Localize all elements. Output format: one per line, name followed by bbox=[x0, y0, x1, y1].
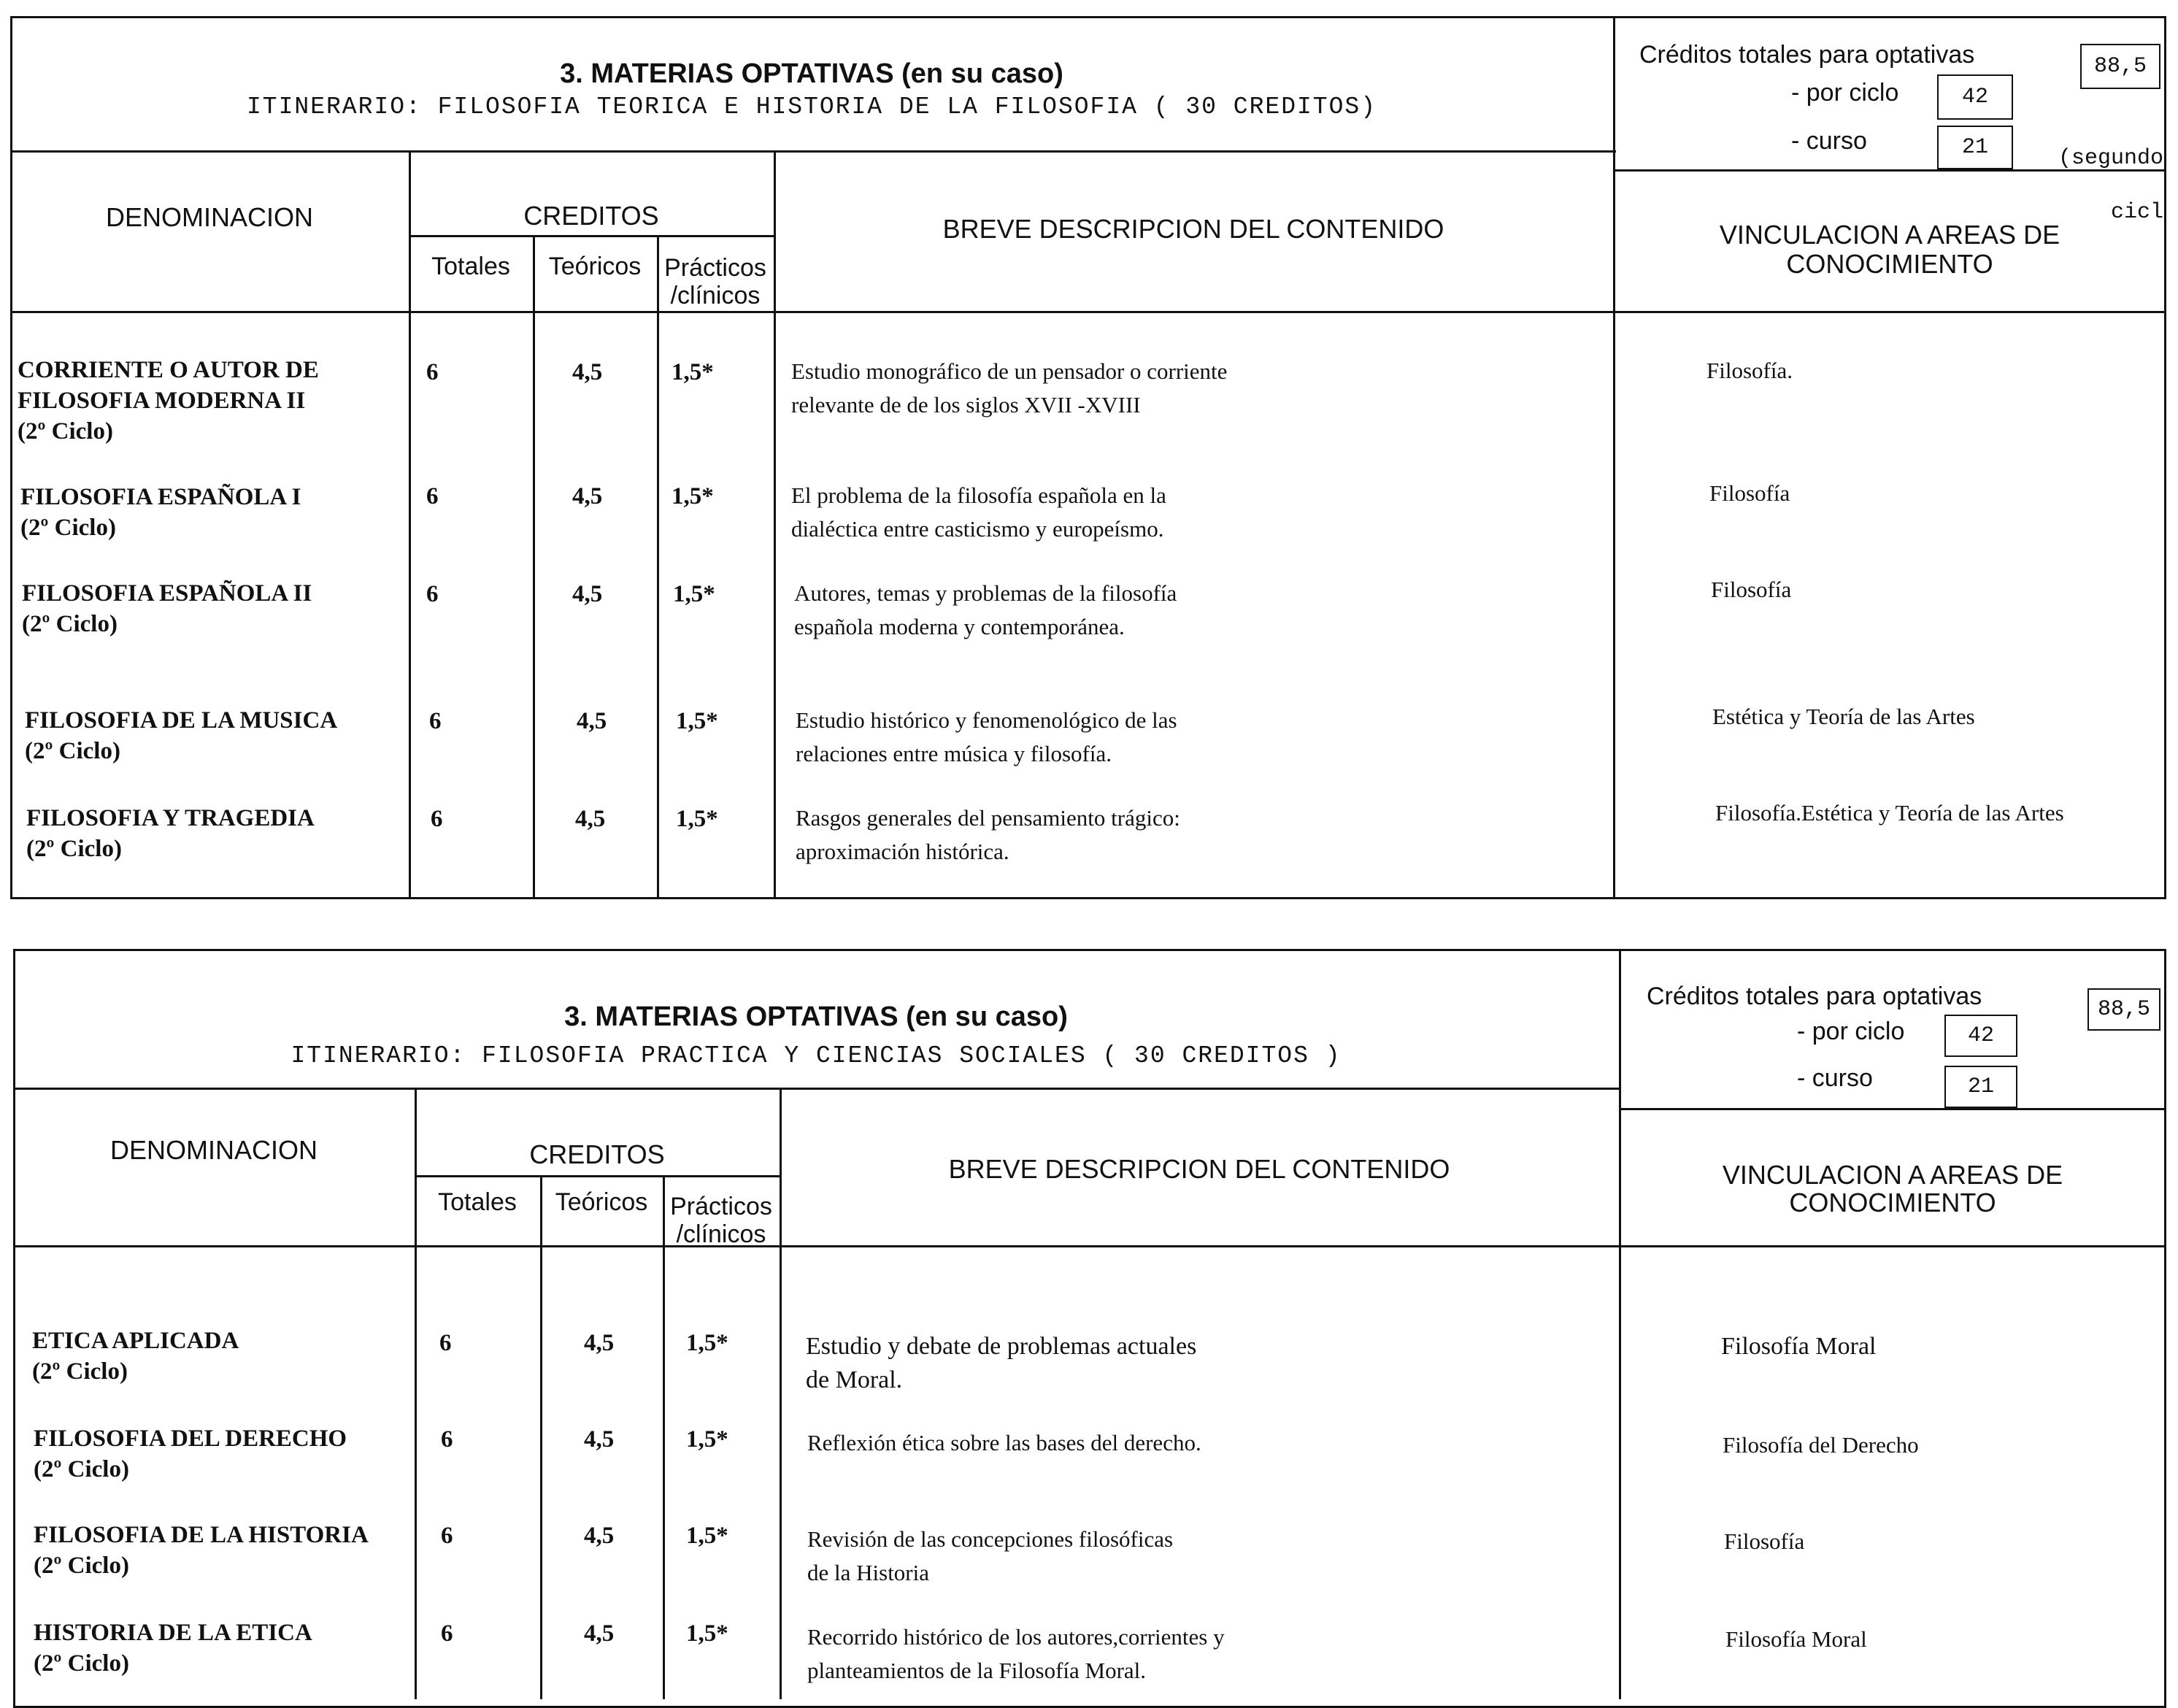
row-desc-line: de Moral. bbox=[806, 1366, 903, 1393]
row-desc-line: Revisión de las concepciones filosóficas bbox=[807, 1526, 1174, 1552]
row-name-line: FILOSOFIA DE LA MUSICA bbox=[25, 707, 338, 734]
row-practicos: 1,5* bbox=[676, 806, 718, 832]
row-name-line: FILOSOFIA DE LA HISTORIA bbox=[34, 1522, 369, 1548]
row-name-line: (2º Ciclo) bbox=[20, 515, 116, 541]
row-practicos: 1,5* bbox=[673, 581, 715, 607]
table-2-col-practicos-1: Prácticos bbox=[670, 1193, 772, 1220]
table-1-col-cred-vline bbox=[774, 150, 776, 899]
table-2-per-cycle-box: 42 bbox=[1944, 1015, 2017, 1057]
row-desc-line: Estudio monográfico de un pensador o corriente bbox=[791, 358, 1228, 384]
table-2-credits-divider bbox=[1619, 1108, 2166, 1110]
table-1-title-divider bbox=[10, 150, 1616, 153]
table-1-course-box: 21 bbox=[1937, 126, 2013, 169]
table-2-col-teoricos: Teóricos bbox=[555, 1188, 648, 1216]
row-area: Filosofía bbox=[1711, 577, 1792, 602]
table-2-col-totales: Totales bbox=[438, 1188, 517, 1216]
row-practicos: 1,5* bbox=[686, 1620, 728, 1647]
table-2-total-box: 88,5 bbox=[2087, 988, 2160, 1031]
table-2-col-vinculacion-1: VINCULACION A AREAS DE bbox=[1722, 1160, 2063, 1190]
row-name-line: (2º Ciclo) bbox=[34, 1553, 129, 1579]
table-2-course-label: - curso bbox=[1797, 1064, 1873, 1092]
row-teoricos: 4,5 bbox=[584, 1426, 615, 1453]
row-name-line: (2º Ciclo) bbox=[26, 836, 122, 862]
table-1-header-bottom bbox=[10, 311, 2166, 313]
row-desc-line: relaciones entre música y filosofía. bbox=[796, 741, 1112, 766]
row-name-line: CORRIENTE O AUTOR DE bbox=[18, 357, 319, 383]
row-teoricos: 4,5 bbox=[572, 359, 603, 385]
row-teoricos: 4,5 bbox=[584, 1330, 615, 1356]
row-name-line: (2º Ciclo) bbox=[34, 1456, 129, 1482]
row-name-line: (2º Ciclo) bbox=[32, 1358, 128, 1385]
table-1-creditos-subdivider bbox=[409, 235, 774, 237]
table-2-itinerary: ITINERARIO: FILOSOFIA PRACTICA Y CIENCIAS SOCIALES ( 30 CREDITOS ) bbox=[290, 1042, 1342, 1069]
row-desc-line: Estudio y debate de problemas actuales bbox=[806, 1333, 1197, 1360]
table-1-col-teoricos: Teóricos bbox=[548, 253, 642, 280]
row-totales: 6 bbox=[426, 581, 439, 607]
table-1-per-cycle-label: - por ciclo bbox=[1791, 79, 1899, 107]
table-2-title: 3. MATERIAS OPTATIVAS (en su caso) bbox=[564, 1001, 1068, 1032]
row-teoricos: 4,5 bbox=[572, 483, 603, 509]
row-teoricos: 4,5 bbox=[572, 581, 603, 607]
table-2-col-descripcion: BREVE DESCRIPCION DEL CONTENIDO bbox=[948, 1154, 1450, 1184]
table-2-col-teo-vline bbox=[663, 1175, 665, 1699]
table-1-title: 3. MATERIAS OPTATIVAS (en su caso) bbox=[560, 58, 1063, 89]
table-2-col-vinculacion-2: CONOCIMIENTO bbox=[1789, 1188, 1996, 1217]
table-1-col-descripcion: BREVE DESCRIPCION DEL CONTENIDO bbox=[942, 214, 1444, 244]
table-2-col-practicos-2: /clínicos bbox=[676, 1220, 766, 1248]
table-1-col-denominacion: DENOMINACION bbox=[105, 202, 313, 232]
row-practicos: 1,5* bbox=[686, 1426, 728, 1453]
table-2-col-tot-vline bbox=[540, 1175, 542, 1699]
row-totales: 6 bbox=[426, 483, 439, 509]
table-2-col-den-vline bbox=[415, 1088, 417, 1699]
table-1-col-creditos: CREDITOS bbox=[523, 201, 659, 231]
row-desc-line: Reflexión ética sobre las bases del derecho. bbox=[807, 1430, 1201, 1455]
row-area: Filosofía. bbox=[1706, 358, 1793, 383]
row-name-line: (2º Ciclo) bbox=[18, 418, 113, 445]
row-totales: 6 bbox=[441, 1523, 453, 1549]
row-totales: 6 bbox=[439, 1330, 452, 1356]
row-name-line: HISTORIA DE LA ETICA bbox=[34, 1620, 312, 1646]
row-desc-line: El problema de la filosofía española en la bbox=[791, 482, 1166, 508]
table-1-course-note: (segundo cicl bbox=[2058, 146, 2163, 225]
table-2-credits-vline bbox=[1619, 949, 1621, 1699]
row-name-line: FILOSOFIA MODERNA II bbox=[18, 388, 306, 414]
row-teoricos: 4,5 bbox=[584, 1523, 615, 1549]
row-desc-line: Autores, temas y problemas de la filosofía bbox=[794, 580, 1177, 606]
row-teoricos: 4,5 bbox=[577, 708, 607, 734]
table-1-course-label: - curso bbox=[1791, 127, 1867, 155]
row-desc-line: planteamientos de la Filosofía Moral. bbox=[807, 1658, 1147, 1683]
table-1-col-practicos-2: /clínicos bbox=[670, 282, 761, 309]
table-1-col-vinculacion-1: VINCULACION A AREAS DE bbox=[1719, 220, 2060, 250]
row-practicos: 1,5* bbox=[686, 1523, 728, 1549]
row-area: Filosofía Moral bbox=[1721, 1333, 1877, 1360]
row-name-line: FILOSOFIA Y TRAGEDIA bbox=[26, 805, 315, 831]
table-1-col-totales: Totales bbox=[431, 253, 510, 280]
table-1-col-teo-vline bbox=[657, 235, 659, 899]
row-name-line: ETICA APLICADA bbox=[32, 1328, 239, 1354]
row-teoricos: 4,5 bbox=[584, 1620, 615, 1647]
table-2-per-cycle-label: - por ciclo bbox=[1797, 1018, 1905, 1045]
row-practicos: 1,5* bbox=[686, 1330, 728, 1356]
row-area: Filosofía del Derecho bbox=[1723, 1432, 1919, 1458]
row-area: Filosofía bbox=[1709, 480, 1790, 506]
row-name-line: (2º Ciclo) bbox=[34, 1650, 129, 1677]
table-2-course-box: 21 bbox=[1944, 1066, 2017, 1108]
row-totales: 6 bbox=[441, 1620, 453, 1647]
row-desc-line: de la Historia bbox=[807, 1560, 930, 1585]
table-2-header-bottom bbox=[13, 1245, 2166, 1247]
row-area: Filosofía Moral bbox=[1725, 1626, 1867, 1652]
row-name-line: FILOSOFIA ESPAÑOLA II bbox=[22, 580, 312, 607]
row-name-line: (2º Ciclo) bbox=[25, 738, 120, 764]
table-2-col-denominacion: DENOMINACION bbox=[109, 1135, 318, 1165]
row-totales: 6 bbox=[426, 359, 439, 385]
row-practicos: 1,5* bbox=[672, 483, 714, 509]
row-practicos: 1,5* bbox=[676, 708, 718, 734]
row-totales: 6 bbox=[429, 708, 442, 734]
row-desc-line: dialéctica entre casticismo y europeísmo. bbox=[791, 516, 1164, 542]
row-desc-line: española moderna y contemporánea. bbox=[794, 614, 1125, 639]
table-2-title-divider bbox=[13, 1088, 1619, 1090]
row-area: Filosofía bbox=[1724, 1528, 1805, 1554]
row-totales: 6 bbox=[441, 1426, 453, 1453]
row-name-line: (2º Ciclo) bbox=[22, 611, 118, 637]
row-name-line: FILOSOFIA DEL DERECHO bbox=[34, 1426, 347, 1452]
row-teoricos: 4,5 bbox=[575, 806, 606, 832]
row-desc-line: Estudio histórico y fenomenológico de las bbox=[796, 707, 1177, 733]
table-1-credits-label: Créditos totales para optativas bbox=[1639, 41, 1975, 69]
row-name-line: FILOSOFIA ESPAÑOLA I bbox=[20, 484, 301, 510]
table-1-col-tot-vline bbox=[533, 235, 535, 899]
table-1-col-practicos-1: Prácticos bbox=[664, 254, 766, 282]
table-2-col-creditos: CREDITOS bbox=[529, 1139, 665, 1169]
row-desc-line: Recorrido histórico de los autores,corrientes y bbox=[807, 1624, 1225, 1650]
row-totales: 6 bbox=[431, 806, 443, 832]
row-practicos: 1,5* bbox=[672, 359, 714, 385]
table-2-credits-label: Créditos totales para optativas bbox=[1647, 982, 1982, 1010]
table-1-total-box: 88,5 bbox=[2080, 44, 2160, 89]
row-desc-line: Rasgos generales del pensamiento trágico: bbox=[796, 805, 1180, 831]
table-1-credits-vline bbox=[1613, 16, 1615, 899]
row-desc-line: relevante de de los siglos XVII -XVIII bbox=[791, 392, 1141, 418]
row-area: Filosofía.Estética y Teoría de las Artes bbox=[1715, 800, 2064, 826]
row-area: Estética y Teoría de las Artes bbox=[1712, 704, 1975, 729]
table-1-col-vinculacion-2: CONOCIMIENTO bbox=[1786, 249, 1993, 279]
table-2-creditos-subdivider bbox=[415, 1175, 780, 1177]
table-1-per-cycle-box: 42 bbox=[1937, 74, 2013, 120]
row-desc-line: aproximación histórica. bbox=[796, 839, 1009, 864]
table-1-itinerary: ITINERARIO: FILOSOFIA TEORICA E HISTORIA DE LA FILOSOFIA ( 30 CREDITOS) bbox=[246, 93, 1377, 120]
